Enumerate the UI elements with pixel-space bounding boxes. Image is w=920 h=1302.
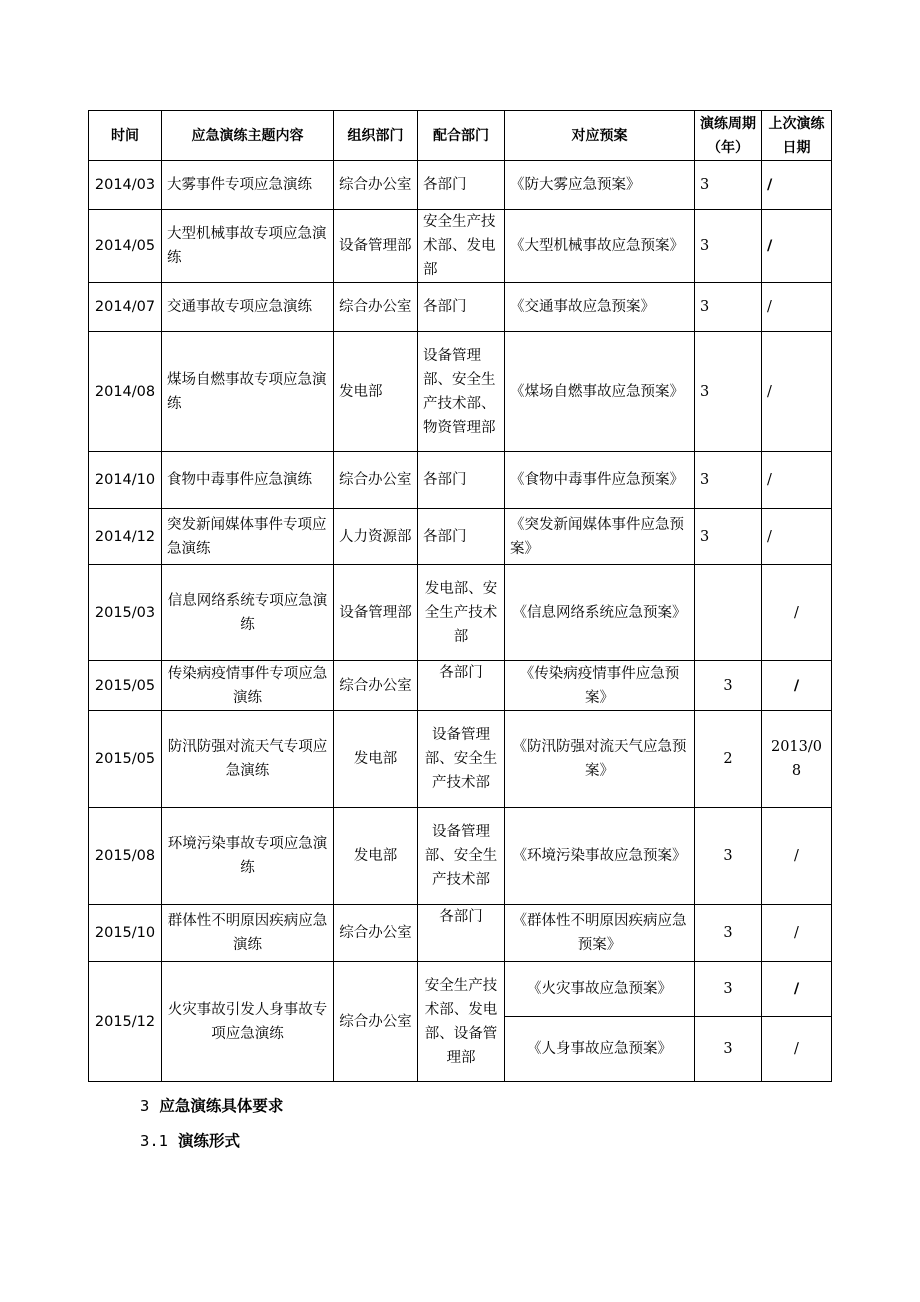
cell-topic: 交通事故专项应急演练 — [162, 283, 334, 332]
cell-plan: 《人身事故应急预案》 — [505, 1017, 695, 1082]
cell-org: 发电部 — [334, 332, 418, 452]
cell-coop: 安全生产技术部、发电部 — [418, 210, 505, 283]
table-row — [89, 283, 832, 332]
cell-plan: 《群体性不明原因疾病应急预案》 — [505, 905, 695, 962]
cell-last: / — [762, 565, 832, 661]
table-row — [89, 509, 832, 565]
cell-topic: 食物中毒事件应急演练 — [162, 452, 334, 509]
cell-time: 2014/07 — [89, 283, 162, 332]
header-org: 组织部门 — [334, 111, 418, 161]
cell-org: 设备管理部 — [334, 565, 418, 661]
cell-org: 综合办公室 — [334, 962, 418, 1082]
table-row — [89, 711, 832, 808]
cell-cycle: 3 — [695, 332, 762, 452]
table-header-row — [89, 111, 832, 161]
cell-plan: 《食物中毒事件应急预案》 — [505, 452, 695, 509]
cell-plan: 《交通事故应急预案》 — [505, 283, 695, 332]
cell-topic: 传染病疫情事件专项应急演练 — [162, 661, 334, 711]
cell-topic: 大雾事件专项应急演练 — [162, 161, 334, 210]
cell-last: / — [762, 161, 832, 210]
cell-coop: 各部门 — [418, 509, 505, 565]
section-number: 3 — [140, 1097, 150, 1115]
header-time: 时间 — [89, 111, 162, 161]
cell-org: 综合办公室 — [334, 452, 418, 509]
section-title: 应急演练具体要求 — [159, 1097, 284, 1115]
cell-last: / — [762, 962, 832, 1017]
cell-last: / — [762, 210, 832, 283]
cell-cycle: 3 — [695, 210, 762, 283]
cell-time: 2015/08 — [89, 808, 162, 905]
cell-time: 2015/12 — [89, 962, 162, 1082]
cell-org: 综合办公室 — [334, 905, 418, 962]
header-topic: 应急演练主题内容 — [162, 111, 334, 161]
cell-last: / — [762, 332, 832, 452]
cell-last: / — [762, 509, 832, 565]
cell-plan: 《煤场自燃事故应急预案》 — [505, 332, 695, 452]
cell-time: 2015/05 — [89, 711, 162, 808]
cell-time: 2015/05 — [89, 661, 162, 711]
cell-last: 2013/08 — [762, 711, 832, 808]
cell-time: 2015/03 — [89, 565, 162, 661]
header-plan: 对应预案 — [505, 111, 695, 161]
cell-coop: 各部门 — [418, 661, 505, 711]
cell-plan: 《突发新闻媒体事件应急预案》 — [505, 509, 695, 565]
header-coop: 配合部门 — [418, 111, 505, 161]
cell-cycle: 2 — [695, 711, 762, 808]
table-row — [89, 905, 832, 962]
cell-cycle: 3 — [695, 283, 762, 332]
cell-cycle: 3 — [695, 1017, 762, 1082]
cell-cycle — [695, 565, 762, 661]
table-row — [89, 452, 832, 509]
cell-coop: 各部门 — [418, 452, 505, 509]
header-last: 上次演练日期 — [762, 111, 832, 161]
cell-last: / — [762, 1017, 832, 1082]
drill-schedule-table — [88, 110, 832, 1082]
cell-last: / — [762, 661, 832, 711]
cell-cycle: 3 — [695, 161, 762, 210]
table-row — [89, 332, 832, 452]
table-row — [89, 565, 832, 661]
cell-plan: 《信息网络系统应急预案》 — [505, 565, 695, 661]
cell-topic: 信息网络系统专项应急演练 — [162, 565, 334, 661]
cell-plan: 《传染病疫情事件应急预案》 — [505, 661, 695, 711]
cell-org: 人力资源部 — [334, 509, 418, 565]
cell-time: 2015/10 — [89, 905, 162, 962]
cell-coop: 设备管理部、安全生产技术部 — [418, 711, 505, 808]
section-heading-3 — [140, 1094, 283, 1116]
cell-plan: 《环境污染事故应急预案》 — [505, 808, 695, 905]
cell-cycle: 3 — [695, 905, 762, 962]
cell-last: / — [762, 452, 832, 509]
cell-cycle: 3 — [695, 661, 762, 711]
table-row — [89, 161, 832, 210]
cell-coop: 设备管理部、安全生产技术部、物资管理部 — [418, 332, 505, 452]
cell-coop: 各部门 — [418, 905, 505, 962]
cell-cycle: 3 — [695, 509, 762, 565]
table-row — [89, 962, 832, 1017]
cell-topic: 煤场自燃事故专项应急演练 — [162, 332, 334, 452]
table-row — [89, 210, 832, 283]
section-heading-3-1 — [140, 1129, 240, 1151]
header-cycle: 演练周期（年） — [695, 111, 762, 161]
cell-topic: 防汛防强对流天气专项应急演练 — [162, 711, 334, 808]
cell-cycle: 3 — [695, 962, 762, 1017]
cell-last: / — [762, 283, 832, 332]
cell-topic: 大型机械事故专项应急演练 — [162, 210, 334, 283]
cell-time: 2014/05 — [89, 210, 162, 283]
cell-topic: 群体性不明原因疾病应急演练 — [162, 905, 334, 962]
cell-time: 2014/08 — [89, 332, 162, 452]
cell-time: 2014/03 — [89, 161, 162, 210]
table-row — [89, 661, 832, 711]
cell-plan: 《防大雾应急预案》 — [505, 161, 695, 210]
cell-cycle: 3 — [695, 808, 762, 905]
cell-coop: 设备管理部、安全生产技术部 — [418, 808, 505, 905]
table-row — [89, 808, 832, 905]
cell-last: / — [762, 808, 832, 905]
cell-plan: 《大型机械事故应急预案》 — [505, 210, 695, 283]
cell-org: 综合办公室 — [334, 283, 418, 332]
cell-coop: 发电部、安全生产技术部 — [418, 565, 505, 661]
cell-topic: 突发新闻媒体事件专项应急演练 — [162, 509, 334, 565]
cell-org: 设备管理部 — [334, 210, 418, 283]
cell-topic: 火灾事故引发人身事故专项应急演练 — [162, 962, 334, 1082]
cell-time: 2014/10 — [89, 452, 162, 509]
cell-last: / — [762, 905, 832, 962]
cell-plan: 《防汛防强对流天气应急预案》 — [505, 711, 695, 808]
cell-org: 综合办公室 — [334, 661, 418, 711]
cell-topic: 环境污染事故专项应急演练 — [162, 808, 334, 905]
section-title: 演练形式 — [178, 1132, 241, 1150]
cell-coop: 各部门 — [418, 283, 505, 332]
cell-org: 发电部 — [334, 808, 418, 905]
cell-plan: 《火灾事故应急预案》 — [505, 962, 695, 1017]
cell-coop: 各部门 — [418, 161, 505, 210]
cell-org: 综合办公室 — [334, 161, 418, 210]
cell-coop: 安全生产技术部、发电部、设备管理部 — [418, 962, 505, 1082]
section-number: 3.1 — [140, 1132, 168, 1150]
cell-time: 2014/12 — [89, 509, 162, 565]
cell-cycle: 3 — [695, 452, 762, 509]
cell-org: 发电部 — [334, 711, 418, 808]
